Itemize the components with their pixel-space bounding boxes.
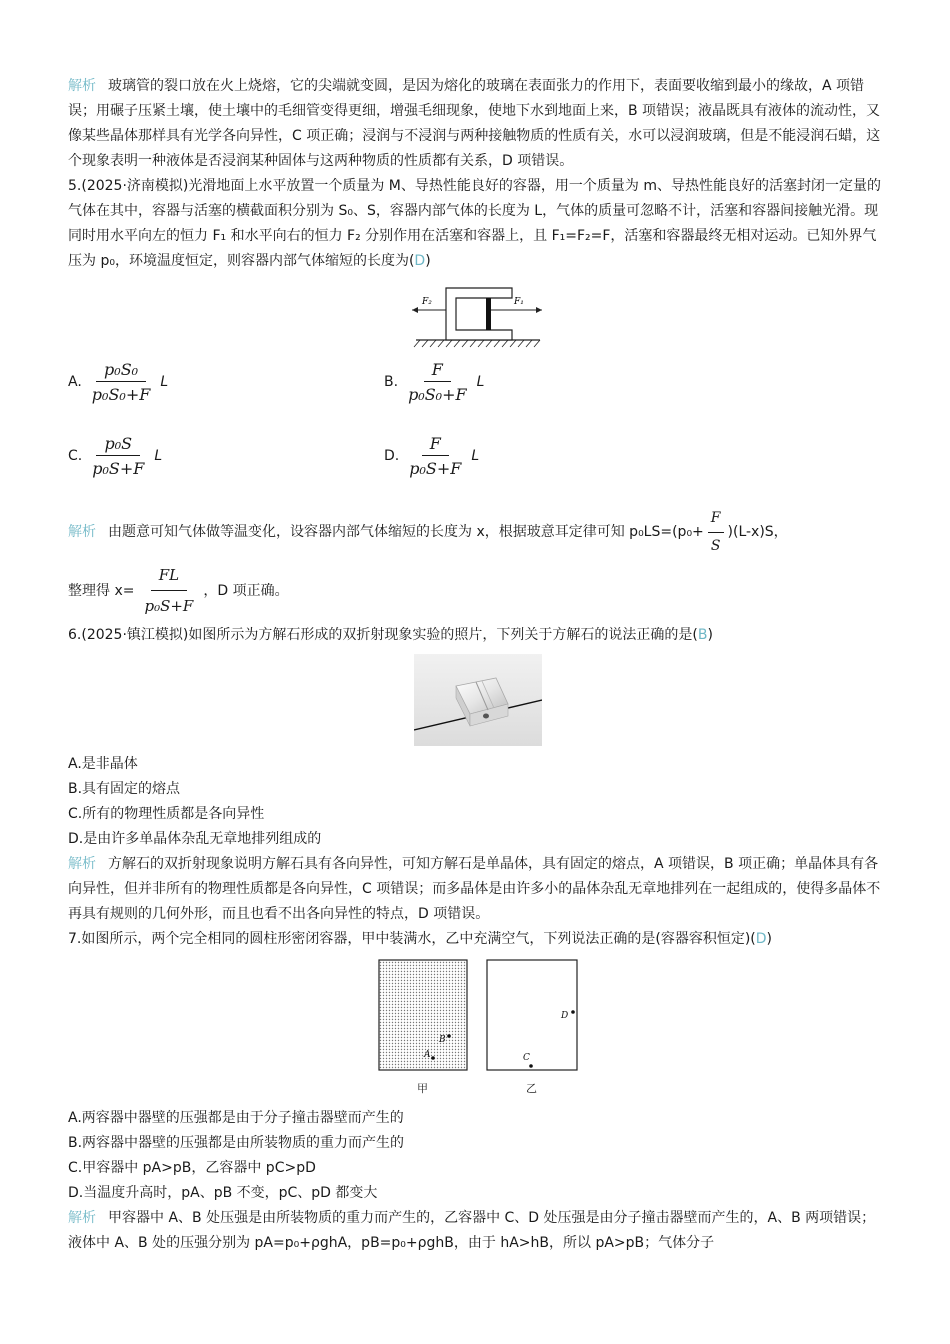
q7-analysis (68, 1206, 888, 1256)
q5-option-a (68, 360, 168, 404)
frac-num: FL (151, 563, 187, 591)
point-c-label: C (523, 1053, 530, 1063)
option-fraction (86, 360, 157, 404)
frac-den: p₀S₀+F (91, 385, 151, 404)
option-label: C. (68, 448, 83, 464)
f1-label: F₁ (514, 297, 524, 307)
q7-option-b: B.两容器中器壁的压强都是由所装物质的重力而产生的 (68, 1135, 405, 1151)
q7-option-d: D.当温度升高时，pA、pB 不变，pC、pD 都变大 (68, 1185, 378, 1201)
q5-option-c (68, 434, 162, 478)
analysis-fraction (708, 506, 724, 559)
option-label: A. (68, 374, 82, 390)
analysis-tag: 解析 (68, 856, 96, 872)
q7-answer: D (755, 931, 767, 947)
q7-stem-end: ) (766, 931, 772, 947)
result-fraction (138, 563, 199, 619)
q6-option-b: B.具有固定的熔点 (68, 781, 181, 797)
q6-options (68, 752, 888, 852)
q7-stem-text: 7.如图所示，两个完全相同的圆柱形密闭容器，甲中装满水，乙中充满空气，下列说法正确的是(容器容积恒定)( (68, 931, 756, 947)
frac-den: p₀S₀+F (408, 385, 467, 404)
q5-answer: D (414, 253, 426, 269)
analysis-tag: 解析 (68, 78, 96, 94)
point-d-label: D (561, 1011, 569, 1021)
option-tail: L (160, 374, 169, 390)
q5-analysis-part4: ，D 项正确。 (203, 582, 289, 599)
q7-stem (68, 927, 888, 952)
analysis-tag: 解析 (68, 1210, 96, 1226)
option-label: B. (384, 374, 399, 390)
q6-option-c: C.所有的物理性质都是各向异性 (68, 806, 265, 822)
q5-options (68, 360, 888, 496)
q7-figure (373, 958, 583, 1098)
frac-den: S (710, 538, 721, 554)
q5-analysis-line1 (68, 506, 888, 559)
q5-analysis-part1: 由题意可知气体做等温变化，设容器内部气体缩短的长度为 x，根据玻意耳定律可知 p₀LS=(p₀+ (108, 524, 704, 540)
option-tail: L (476, 374, 485, 390)
label-yi: 乙 (526, 1082, 537, 1095)
q5-option-b (384, 360, 484, 404)
q6-option-a: A.是非晶体 (68, 756, 138, 772)
q4-analysis-text: 玻璃管的裂口放在火上烧熔，它的尖端就变圆，是因为熔化的玻璃在表面张力的作用下，表面要收缩到最小的缘故，A 项错误；用碾子压紧土壤，使土壤中的毛细管变得更细，增强毛细现象，使地下水到地面上来，B 项错误；液晶既具有液体的流动性，又像某些晶体那样具有光学各向异性，C 项正确；浸润与不浸润与两种接触物质的性质有关，水可以浸润玻璃，但是不能浸润石蜡，这个现象表明一种液体是否浸润某种固体与这两种物质的性质都有关系，D 项错误。 (68, 78, 881, 169)
frac-num: p₀S (96, 434, 140, 456)
q7-option-a: A.两容器中器壁的压强都是由于分子撞击器壁而产生的 (68, 1110, 404, 1126)
frac-num: p₀S₀ (96, 360, 146, 382)
frac-num: F (424, 360, 451, 382)
option-fraction (402, 360, 473, 404)
label-jia: 甲 (417, 1082, 428, 1095)
q6-analysis (68, 852, 888, 927)
point-a-label: A (424, 1050, 431, 1060)
option-fraction (403, 434, 467, 478)
q6-option-d: D.是由许多单晶体杂乱无章地排列组成的 (68, 831, 322, 847)
q5-figure (408, 280, 548, 352)
option-tail: L (471, 448, 480, 464)
q6-answer: B (697, 627, 708, 643)
frac-num: F (422, 434, 449, 456)
option-label: D. (384, 448, 400, 464)
container-jia (379, 960, 467, 1070)
frac-den: p₀S+F (92, 459, 145, 478)
q6-stem-end: ) (707, 627, 713, 643)
q7-options (68, 1106, 888, 1206)
q4-analysis (68, 74, 888, 174)
q5-stem (68, 174, 888, 274)
option-tail: L (154, 448, 163, 464)
q7-analysis-text: 甲容器中 A、B 处压强是由所装物质的重力而产生的，乙容器中 C、D 处压强是由分子撞击器壁而产生的，A、B 两项错误；液体中 A、B 处的压强分别为 pA=p₀+ρghA，pB=p₀+ρghB，由于 hA>hB，所以 pA>pB；气体分子 (68, 1210, 876, 1251)
f2-label: F₂ (422, 297, 432, 307)
q7-option-c: C.甲容器中 pA>pB，乙容器中 pC>pD (68, 1160, 316, 1176)
frac-num: F (708, 506, 724, 533)
q6-stem-text: 6.(2025·镇江模拟)如图所示为方解石形成的双折射现象实验的照片，下列关于方解石的说法正确的是( (68, 627, 698, 643)
piston (486, 298, 491, 330)
frac-den: p₀S+F (144, 597, 194, 615)
q5-analysis-part3: 整理得 x= (68, 582, 135, 599)
q5-analysis-line2 (68, 563, 888, 619)
frac-den: p₀S+F (409, 459, 462, 478)
option-fraction (86, 434, 150, 478)
q5-stem-end: ) (425, 253, 431, 269)
q5-stem-text: 5.(2025·济南模拟)光滑地面上水平放置一个质量为 M、导热性能良好的容器，用一个质量为 m、导热性能良好的活塞封闭一定量的气体在其中，容器与活塞的横截面积分别为 S₀、S，容器内部气体的长度为 L，气体的质量可忽略不计，活塞和容器间接触光滑。现同时用水平向左的恒力 F₁ 和水平向右的恒力 F₂ 分别作用在活塞和容器上，且 F₁=F₂=F，活塞和容器最终无相对运动。已知外界气压为 p₀，环境温度恒定，则容器内部气体缩短的长度为( (68, 178, 881, 269)
calcite-photo (414, 654, 542, 746)
analysis-tag: 解析 (68, 524, 96, 540)
q6-analysis-text: 方解石的双折射现象说明方解石具有各向异性，可知方解石是单晶体，具有固定的熔点，A 项错误，B 项正确；单晶体具有各向异性，但并非所有的物理性质都是各向异性，C 项错误；而多晶体是由许多小的晶体杂乱无章地排列在一起组成的，使得多晶体不再具有规则的几何外形，而且也看不出各向异性的特点，D 项错误。 (68, 856, 881, 922)
q5-option-d (384, 434, 479, 478)
q5-analysis-part2: )(L-x)S， (727, 524, 788, 540)
point-b-label: B (439, 1035, 446, 1045)
q6-stem (68, 623, 888, 648)
page (68, 74, 888, 1256)
